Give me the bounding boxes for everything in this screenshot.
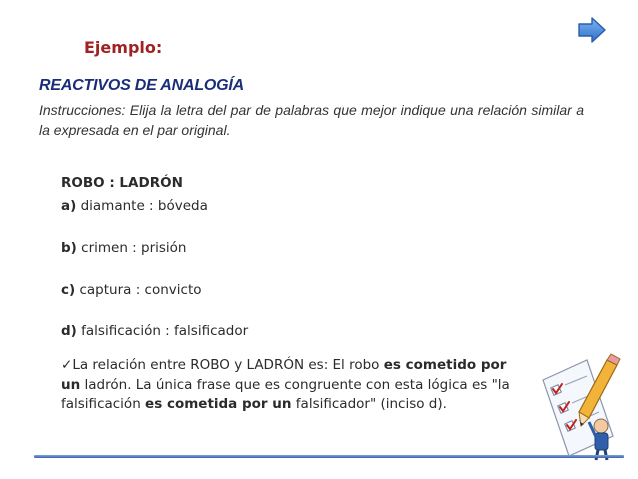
analogy-pair: ROBO : LADRÓN xyxy=(61,175,183,191)
option-text: captura : convicto xyxy=(79,282,202,298)
explanation-bold: es cometida por un xyxy=(145,396,292,412)
arrow-right-icon xyxy=(577,17,607,43)
checkmark-icon: ✓ xyxy=(61,357,73,373)
checklist-pencil-icon xyxy=(535,352,625,464)
instructions-text: Instrucciones: Elija la letra del par de palabras que mejor indique una relación similar a la expresada en el par original. xyxy=(39,102,584,138)
section-heading: REACTIVOS DE ANALOGÍA xyxy=(39,77,244,94)
option-text: diamante : bóveda xyxy=(80,198,208,214)
option-letter: b) xyxy=(61,240,77,256)
option-a xyxy=(61,198,208,214)
explanation-text xyxy=(61,356,521,415)
option-c xyxy=(61,282,202,298)
option-text: crimen : prisión xyxy=(81,240,187,256)
bottom-divider xyxy=(34,455,624,458)
explanation-part: La relación entre ROBO y LADRÓN es: El robo xyxy=(72,357,384,373)
page-title: Ejemplo: xyxy=(84,38,163,57)
option-letter: c) xyxy=(61,282,76,298)
option-letter: d) xyxy=(61,323,77,339)
explanation-part: falsificador" (inciso d). xyxy=(291,396,447,412)
next-slide-button[interactable] xyxy=(577,17,607,43)
explanation-part: ladrón. La única frase que es congruente con esta lógica es "la falsificación xyxy=(61,376,510,412)
option-text: falsificación : falsificador xyxy=(81,323,249,339)
explanation-bold: es cometido por un xyxy=(61,357,507,393)
option-d xyxy=(61,323,248,339)
option-b xyxy=(61,240,186,256)
option-letter: a) xyxy=(61,198,77,214)
